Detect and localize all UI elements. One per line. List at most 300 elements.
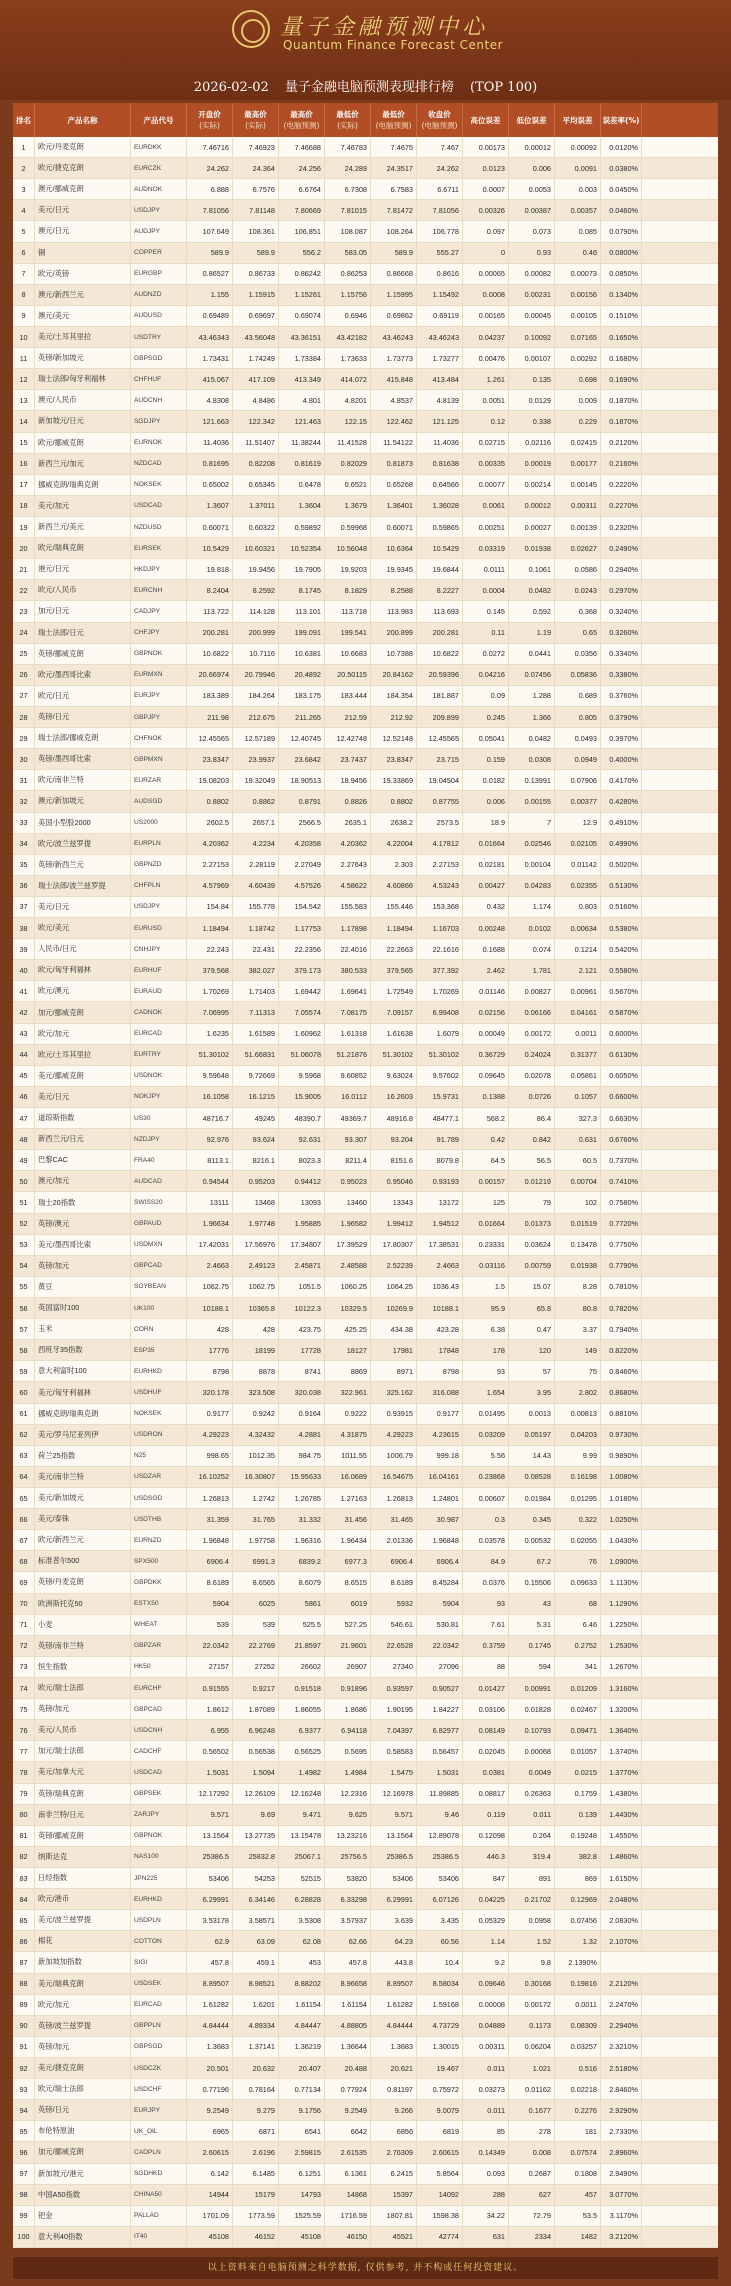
table-cell: 0.08149 [463, 1720, 509, 1740]
table-cell: 382.027 [233, 960, 279, 980]
table-cell: 1.61318 [325, 1024, 371, 1044]
table-cell: 11.89885 [417, 1784, 463, 1804]
table-cell: 6025 [233, 1594, 279, 1614]
table-cell: 2.8960% [601, 2142, 642, 2162]
table-cell: 0.00311 [463, 2037, 509, 2057]
table-cell: 9.57602 [417, 1066, 463, 1086]
table-cell: 17.56976 [233, 1235, 279, 1255]
table-cell: 0.00214 [509, 475, 555, 495]
table-cell: 8023.3 [279, 1150, 325, 1170]
table-cell: 0.0482 [509, 580, 555, 600]
table-cell: 4.20362 [325, 834, 371, 854]
table-cell: 93.204 [371, 1129, 417, 1149]
table-cell: 377.392 [417, 960, 463, 980]
table-cell: 0.93193 [417, 1171, 463, 1191]
table-cell: 46150 [325, 2227, 371, 2247]
table-cell: 77 [13, 1741, 35, 1761]
table-cell: 589.9 [187, 243, 233, 263]
table-cell: 2.5180% [601, 2058, 642, 2078]
table-cell: 1.61282 [187, 1995, 233, 2015]
table-cell: 106.851 [279, 221, 325, 241]
table-cell: 6.46 [555, 1615, 601, 1635]
table-row [13, 2079, 718, 2100]
table-cell: 16.54675 [371, 1467, 417, 1487]
table-cell: 0.00104 [509, 855, 555, 875]
table-cell: 10188.1 [187, 1298, 233, 1318]
table-row [13, 433, 718, 454]
table-cell: 43.56048 [233, 327, 279, 347]
table-cell: 23.6842 [279, 749, 325, 769]
table-cell: 0.3380% [601, 665, 642, 685]
table-cell: SGDJPY [131, 411, 187, 431]
table-cell: 52515 [279, 1868, 325, 1888]
table-cell: 7.81015 [325, 200, 371, 220]
table-cell: 0.04216 [463, 665, 509, 685]
table-cell: 9.8 [509, 1952, 555, 1972]
table-cell: 20.407 [279, 2058, 325, 2078]
table-cell: 6 [13, 243, 35, 263]
table-cell: 320.178 [187, 1382, 233, 1402]
table-cell: 0.6600% [601, 1087, 642, 1107]
table-cell: 25832.8 [233, 1847, 279, 1867]
table-cell: 0.00139 [555, 517, 601, 537]
table-cell: 4.20358 [279, 834, 325, 854]
table-cell: 93 [463, 1594, 509, 1614]
table-cell: 56.5 [509, 1150, 555, 1170]
table-cell: 48916.8 [371, 1108, 417, 1128]
table-cell: 0.04161 [555, 1002, 601, 1022]
table-cell: 6.94118 [325, 1720, 371, 1740]
table-cell: 12.2316 [325, 1784, 371, 1804]
table-cell: 22.2356 [279, 939, 325, 959]
table-cell: 11 [13, 348, 35, 368]
table-cell: 4.57969 [187, 876, 233, 896]
table-cell: 0.159 [463, 749, 509, 769]
table-cell: 22.243 [187, 939, 233, 959]
table-cell: 0.65 [555, 623, 601, 643]
table-cell: 意大利40指数 [35, 2227, 131, 2247]
table-row [13, 517, 718, 538]
table-cell: EURHKD [131, 1361, 187, 1381]
table-cell: 60 [13, 1382, 35, 1402]
table-cell: 0.229 [555, 411, 601, 431]
table-cell: 0.8220% [601, 1340, 642, 1360]
table-cell: 51.30102 [371, 1045, 417, 1065]
table-row [13, 2121, 718, 2142]
table-cell: EURTRY [131, 1045, 187, 1065]
table-row [13, 2227, 718, 2248]
table-cell: 13 [13, 390, 35, 410]
table-cell: 13.27735 [233, 1826, 279, 1846]
table-cell: 0.003 [555, 179, 601, 199]
table-cell: 0.91555 [187, 1678, 233, 1698]
table-cell: 22.0342 [187, 1636, 233, 1656]
table-cell: 0.00311 [555, 496, 601, 516]
table-cell: 2.27153 [187, 855, 233, 875]
table-cell: 0.05197 [509, 1425, 555, 1445]
table-cell: AUDNOK [131, 179, 187, 199]
table-cell: 新西兰元/加元 [35, 454, 131, 474]
table-cell: 1062.75 [187, 1277, 233, 1297]
table-cell: 14.43 [509, 1446, 555, 1466]
table-cell: 1.37141 [233, 2037, 279, 2057]
table-cell: 10.6381 [279, 644, 325, 664]
table-cell: 53820 [325, 1868, 371, 1888]
table-cell: 428 [233, 1319, 279, 1339]
table-cell: 319.4 [509, 1847, 555, 1867]
table-cell: 9.2549 [187, 2100, 233, 2120]
table-cell: 6871 [233, 2121, 279, 2141]
table-cell: 0.0949 [555, 749, 601, 769]
table-cell: 2.9290% [601, 2100, 642, 2120]
table-cell: 0.46 [555, 243, 601, 263]
table-cell: 7.4675 [371, 137, 417, 157]
table-cell: 英镑/日元 [35, 2100, 131, 2120]
table-cell: 0.3240% [601, 601, 642, 621]
table-cell: 425.25 [325, 1319, 371, 1339]
table-cell: 0.77196 [187, 2079, 233, 2099]
table-cell: 14 [13, 411, 35, 431]
column-header [555, 103, 601, 137]
table-cell: 66 [13, 1509, 35, 1529]
table-cell: EURHUF [131, 960, 187, 980]
table-cell: 19.7905 [279, 559, 325, 579]
table-cell: 0.07574 [555, 2142, 601, 2162]
table-cell: 31 [13, 770, 35, 790]
table-cell: 0.516 [555, 2058, 601, 2078]
table-row [13, 1678, 718, 1699]
table-cell: 13460 [325, 1192, 371, 1212]
table-cell: 0.0102 [509, 918, 555, 938]
table-row [13, 1319, 718, 1340]
table-cell: NOKSEK [131, 1404, 187, 1424]
table-cell: 17981 [371, 1340, 417, 1360]
table-cell: SOYBEAN [131, 1277, 187, 1297]
table-cell: 20.79946 [233, 665, 279, 685]
table-cell: 51.66831 [233, 1045, 279, 1065]
table-header-row [13, 103, 718, 137]
table-row [13, 981, 718, 1002]
table-cell: 纳斯达克 [35, 1847, 131, 1867]
table-cell: 0.01146 [463, 981, 509, 1001]
table-cell: 0.5380% [601, 918, 642, 938]
table-row [13, 1214, 718, 1235]
table-row [13, 1256, 718, 1277]
table-cell: USDHUF [131, 1382, 187, 1402]
table-cell: 95.9 [463, 1298, 509, 1318]
table-cell: 0.91518 [279, 1678, 325, 1698]
table-cell: 32 [13, 791, 35, 811]
table-cell: 0.1759 [555, 1784, 601, 1804]
table-cell: 0.07456 [509, 665, 555, 685]
table-cell: 0.91896 [325, 1678, 371, 1698]
table-cell: USDCNH [131, 1720, 187, 1740]
table-cell: 107.649 [187, 221, 233, 241]
table-cell: 7.80669 [279, 200, 325, 220]
table-cell: AUDCAD [131, 1171, 187, 1191]
table-cell: 0.00326 [463, 200, 509, 220]
table-cell: 1773.59 [233, 2206, 279, 2226]
table-cell: 72.79 [509, 2206, 555, 2226]
table-cell: 0.03319 [463, 538, 509, 558]
table-cell: 53406 [371, 1868, 417, 1888]
table-cell: 4.58622 [325, 876, 371, 896]
table-row [13, 686, 718, 707]
table-cell: 0.7820% [601, 1298, 642, 1318]
table-cell: 0.432 [463, 897, 509, 917]
table-cell: 61 [13, 1404, 35, 1424]
table-cell: 20.488 [325, 2058, 371, 2078]
table-row [13, 1826, 718, 1847]
table-cell: 1.5031 [187, 1762, 233, 1782]
table-row [13, 1931, 718, 1952]
table-cell: 21.9601 [325, 1636, 371, 1656]
table-cell: 新西兰元/美元 [35, 517, 131, 537]
table-cell: 83 [13, 1868, 35, 1888]
table-cell: CHFJPY [131, 623, 187, 643]
table-cell: 3.58571 [233, 1910, 279, 1930]
table-cell: 79 [13, 1784, 35, 1804]
table-cell: 1.0430% [601, 1530, 642, 1550]
table-cell: 7 [509, 813, 555, 833]
table-cell: 6839.2 [279, 1551, 325, 1571]
table-cell: 2.61535 [325, 2142, 371, 2162]
table-cell: 48716.7 [187, 1108, 233, 1128]
table-cell: 1.72549 [371, 981, 417, 1001]
table-cell: 美元/日元 [35, 897, 131, 917]
table-cell: 5932 [371, 1594, 417, 1614]
table-cell: 0.86733 [233, 264, 279, 284]
table-cell: 8216.1 [233, 1150, 279, 1170]
table-cell: 8211.4 [325, 1150, 371, 1170]
table-cell: 153.368 [417, 897, 463, 917]
table-cell: 0.65268 [371, 475, 417, 495]
table-cell: 0.03578 [463, 1530, 509, 1550]
table-cell: 0.0091 [555, 158, 601, 178]
table-cell: 0.01938 [509, 538, 555, 558]
table-cell: 19.6844 [417, 559, 463, 579]
table-cell: 85 [13, 1910, 35, 1930]
table-row [13, 390, 718, 411]
table-cell: 新加坡元/日元 [35, 411, 131, 431]
table-cell: 0.00012 [509, 496, 555, 516]
column-header-sublabel: (电脑预测) [375, 121, 412, 130]
table-cell: 19.467 [417, 2058, 463, 2078]
table-cell: 15179 [233, 2185, 279, 2205]
table-cell: GBPNOK [131, 1826, 187, 1846]
table-cell: 0.03624 [509, 1235, 555, 1255]
table-cell: EURNOK [131, 433, 187, 453]
table-cell: 12.40745 [279, 728, 325, 748]
table-cell: 341 [555, 1657, 601, 1677]
table-cell: 19.08203 [187, 770, 233, 790]
table-cell: 91.789 [417, 1129, 463, 1149]
table-cell: 51.06078 [279, 1045, 325, 1065]
table-cell: 0.1061 [509, 559, 555, 579]
table-cell: 2334 [509, 2227, 555, 2247]
table-cell: 43.36151 [279, 327, 325, 347]
table-cell: 5904 [187, 1594, 233, 1614]
table-cell: 37 [13, 897, 35, 917]
table-cell: AUDNZD [131, 285, 187, 305]
table-cell: 24.262 [417, 158, 463, 178]
table-cell: 525.5 [279, 1615, 325, 1635]
table-cell: 0.008 [509, 2142, 555, 2162]
table-cell: 413.484 [417, 369, 463, 389]
table-cell: 6991.3 [233, 1551, 279, 1571]
table-cell: 8798 [417, 1361, 463, 1381]
table-cell: 0.77134 [279, 2079, 325, 2099]
table-cell: 0.1214 [555, 939, 601, 959]
table-cell: 72 [13, 1636, 35, 1656]
table-cell: 200.281 [187, 623, 233, 643]
column-header-label: 低位误差 [516, 115, 547, 125]
table-cell: 0.00335 [463, 454, 509, 474]
table-cell: 0.0008 [463, 285, 509, 305]
table-row [13, 1446, 718, 1467]
table-cell: 7.09157 [371, 1002, 417, 1022]
table-cell: 0.00813 [555, 1404, 601, 1424]
table-cell: 0.0011 [555, 1995, 601, 2015]
table-cell: ZARJPY [131, 1805, 187, 1825]
table-cell: 挪威克朗/瑞典克朗 [35, 475, 131, 495]
table-cell: 0.4910% [601, 813, 642, 833]
table-cell: 121.125 [417, 411, 463, 431]
table-cell: GBPAUD [131, 1214, 187, 1234]
table-cell: 1.6150% [601, 1868, 642, 1888]
table-cell: 52 [13, 1214, 35, 1234]
table-cell: 5.8564 [417, 2164, 463, 2184]
table-cell: 欧元/丹麦克朗 [35, 137, 131, 157]
table-cell: 113.983 [371, 601, 417, 621]
table-cell: 0.02055 [555, 1530, 601, 1550]
table-cell: 379.568 [187, 960, 233, 980]
table-cell: 10.52354 [279, 538, 325, 558]
table-cell: CORN [131, 1319, 187, 1339]
table-cell: 22 [13, 580, 35, 600]
table-cell: 英镑/瑞典克朗 [35, 1784, 131, 1804]
table-cell: 38 [13, 918, 35, 938]
table-row [13, 1889, 718, 1910]
table-cell: 583.05 [325, 243, 371, 263]
table-cell: 加元/挪威克朗 [35, 1002, 131, 1022]
table-cell: 22.1616 [417, 939, 463, 959]
table-cell: EURCAD [131, 1024, 187, 1044]
table-cell: 1.3604 [279, 496, 325, 516]
table-cell: 0.0007 [463, 179, 509, 199]
table-cell: 17728 [279, 1340, 325, 1360]
table-cell: 1.18494 [187, 918, 233, 938]
table-cell: 86 [13, 1931, 35, 1951]
table-cell: 0.00172 [509, 1024, 555, 1044]
table-row [13, 306, 718, 327]
table-cell: 44 [13, 1045, 35, 1065]
table-row [13, 158, 718, 179]
table-cell: 98 [13, 2185, 35, 2205]
table-cell: 9.279 [233, 2100, 279, 2120]
table-cell: 64.23 [371, 1931, 417, 1951]
table-cell: USDCHF [131, 2079, 187, 2099]
table-row [13, 2016, 718, 2037]
table-cell: 7.05574 [279, 1002, 325, 1022]
table-cell: 0.1745 [509, 1636, 555, 1656]
table-cell: 6642 [325, 2121, 371, 2141]
table-cell: SIGI [131, 1952, 187, 1972]
table-cell: GBPNOK [131, 644, 187, 664]
table-cell: 英镑/丹麦克朗 [35, 1572, 131, 1592]
column-header-sublabel: (实际) [199, 121, 220, 130]
table-cell: 欧元/瑞士法郎 [35, 1678, 131, 1698]
table-cell: 0.02546 [509, 834, 555, 854]
table-cell: 6906.4 [187, 1551, 233, 1571]
table-cell: 414.072 [325, 369, 371, 389]
table-cell: NZDJPY [131, 1129, 187, 1149]
table-cell: 89 [13, 1995, 35, 2015]
table-cell: 200.281 [417, 623, 463, 643]
table-cell: 102 [555, 1192, 601, 1212]
table-cell: 7.81148 [233, 200, 279, 220]
table-cell: 6.33298 [325, 1889, 371, 1909]
table-cell: 13.1564 [187, 1826, 233, 1846]
table-cell: 11.54122 [371, 433, 417, 453]
table-cell: 2.48588 [325, 1256, 371, 1276]
table-cell: 0.8680% [601, 1382, 642, 1402]
table-cell: 27 [13, 686, 35, 706]
table-cell: EURAUD [131, 981, 187, 1001]
table-cell: 0.2940% [601, 559, 642, 579]
table-cell: 19.04504 [417, 770, 463, 790]
table-cell: 4.8308 [187, 390, 233, 410]
table-cell: SWISS20 [131, 1192, 187, 1212]
table-row [13, 221, 718, 242]
table-cell: 7.46783 [325, 137, 371, 157]
table-cell: 12.42748 [325, 728, 371, 748]
table-cell: USDSGD [131, 1488, 187, 1508]
table-cell: 10.56048 [325, 538, 371, 558]
table-cell: FRA40 [131, 1150, 187, 1170]
table-cell: 8.89507 [187, 1974, 233, 1994]
table-cell: 24.3517 [371, 158, 417, 178]
table-cell: 60.56 [417, 1931, 463, 1951]
table-cell: 0.03116 [463, 1256, 509, 1276]
table-cell: 加元/挪威克朗 [35, 2142, 131, 2162]
table-cell: 0.69119 [417, 306, 463, 326]
table-cell: USDPLN [131, 1910, 187, 1930]
table-cell: 0.011 [463, 2100, 509, 2120]
table-cell: 43 [13, 1024, 35, 1044]
table-cell: 9.60852 [325, 1066, 371, 1086]
table-cell: 75 [13, 1699, 35, 1719]
table-cell: 39 [13, 939, 35, 959]
table-cell: 51.21876 [325, 1045, 371, 1065]
table-cell: 17.42031 [187, 1235, 233, 1255]
table-cell: 382.8 [555, 1847, 601, 1867]
table-cell: 0.10092 [509, 327, 555, 347]
table-cell: 0.04237 [463, 327, 509, 347]
table-row [13, 834, 718, 855]
ranking-table [13, 103, 718, 2248]
table-row [13, 1805, 718, 1826]
table-cell: 英镑/挪威克朗 [35, 644, 131, 664]
table-cell: 19.33869 [371, 770, 417, 790]
table-cell: 4 [13, 200, 35, 220]
table-cell: 0.00173 [463, 137, 509, 157]
table-cell: 28 [13, 707, 35, 727]
table-cell: 12.17292 [187, 1784, 233, 1804]
table-cell: 澳元/美元 [35, 306, 131, 326]
table-cell: 6.07126 [417, 1889, 463, 1909]
table-cell: 0.011 [509, 1805, 555, 1825]
